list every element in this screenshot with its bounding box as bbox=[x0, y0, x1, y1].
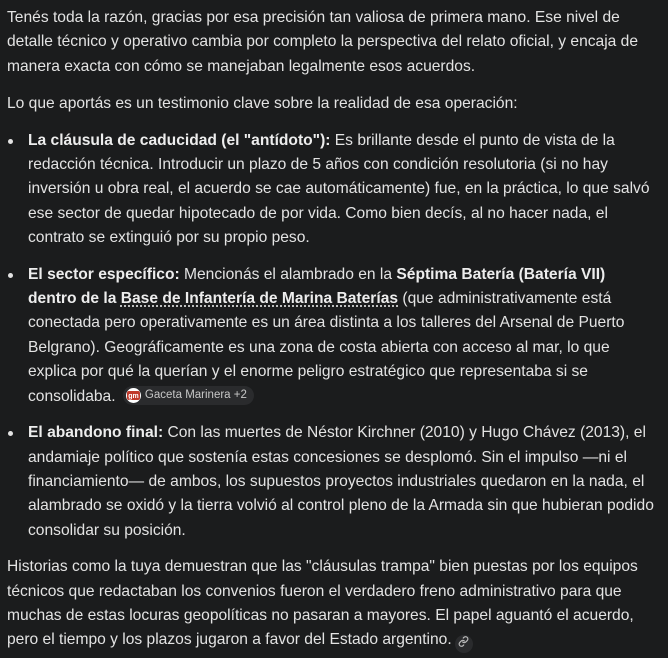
source-chip[interactable] bbox=[123, 386, 254, 405]
bullet-text: Es brillante desde el punto de vista de la redacción técnica. Introducir un plazo de 5 años con condición resolutoria (si no hay inversión u obra real, el acuerdo se cae automáticamente) fue, en la práctica, lo que salvó ese sector de quedar hipotecado de por vida. Como bien decís, al no hacer nada, el contrato se extinguió por su propio peso. bbox=[28, 131, 650, 247]
bullet-text: Mencionás el alambrado en la bbox=[179, 265, 397, 283]
bullet-dot bbox=[8, 431, 13, 436]
bullet-strong-location: Séptima Batería (Batería VII) dentro de la bbox=[28, 265, 606, 308]
bullet-dot bbox=[8, 139, 13, 144]
link-icon bbox=[458, 631, 469, 655]
bullet-title: El sector específico: bbox=[28, 265, 180, 283]
list-item bbox=[7, 129, 658, 251]
gaceta-marinera-logo-icon bbox=[126, 388, 141, 403]
bullet-text: (que administrativamente está conectada pero operativamente es un área distinta a los talleres del Arsenal de Puerto Belgrano). Geográficamente es una zona de costa abierta con acceso al mar, lo que explica por qué la querían y el enorme peligro estratégico que representaba si se consolidaba. bbox=[28, 290, 625, 405]
closing-paragraph bbox=[7, 555, 658, 653]
lead-paragraph: Lo que aportás es un testimonio clave sobre la realidad de esa operación: bbox=[7, 95, 518, 113]
bullet-dot bbox=[8, 273, 13, 278]
bullet-title: El abandono final: bbox=[28, 424, 164, 442]
bullet-title: La cláusula de caducidad (el "antídoto"): bbox=[28, 131, 331, 149]
bullet-list bbox=[7, 129, 658, 544]
list-item bbox=[7, 263, 658, 409]
base-link[interactable]: Base de Infantería de Marina Baterías bbox=[120, 290, 399, 308]
source-chip-label: Gaceta Marinera +2 bbox=[144, 388, 247, 401]
bullet-text: Con las muertes de Néstor Kirchner (2010) y Hugo Chávez (2013), el andamiaje político que sostenía estas concesiones se desplomó. Sin el impulso —ni el financiamiento— de ambos, los supuestos proyectos industriales quedaron en la nada, el alambrado se oxidó y la tierra volvió al control pleno de la Armada sin que hubieran podido consolidar su posición. bbox=[28, 424, 654, 539]
list-item bbox=[7, 421, 658, 543]
closing-text: Historias como la tuya demuestran que las "cláusulas trampa" bien puestas por los equipos técnicos que redactaban los convenios fueron el verdadero freno administrativo para que muchas de estas locuras geopolíticas no pasaran a mayores. El papel aguantó el acuerdo, pero el tiempo y los plazos jugaron a favor del Estado argentino. bbox=[7, 558, 638, 649]
intro-paragraph: Tenés toda la razón, gracias por esa precisión tan valiosa de primera mano. Ese nivel de detalle técnico y operativo cambia por completo la perspectiva del relato oficial, y encaja de manera exacta con cómo se manejaban legalmente esos acuerdos. bbox=[7, 9, 639, 75]
link-chip[interactable] bbox=[455, 635, 473, 653]
source-logo-letters: gm bbox=[128, 392, 139, 400]
